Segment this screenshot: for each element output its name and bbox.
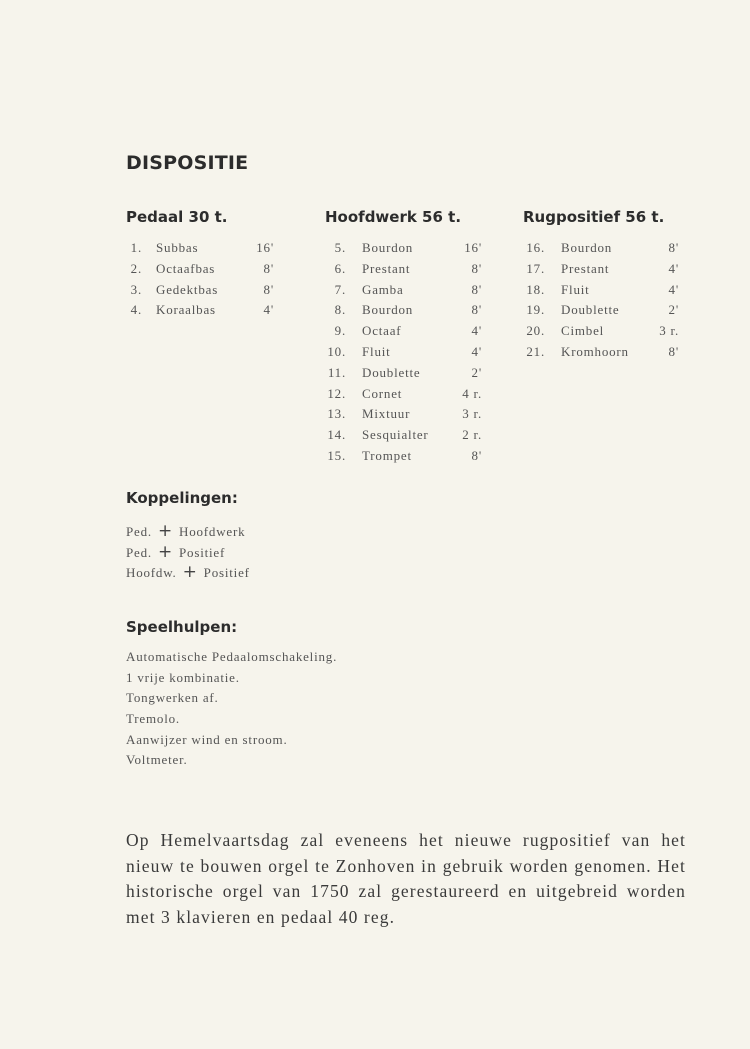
announcement-paragraph: Op Hemelvaartsdag zal eveneens het nieuwe rugpositief van het nieuw te bouwen orgel te Zonhoven in gebruik worden genomen. Het historische orgel van 1750 zal gerestaureerd en uitgebreid worden met 3 klavieren en pedaal 40 reg. — [126, 830, 686, 928]
stop-number: 20. — [526, 323, 545, 339]
stop-name: Bourdon — [561, 240, 613, 255]
koppeling-right: Positief — [179, 544, 226, 560]
stop-pitch: 8' — [263, 260, 274, 276]
stop-number: 17. — [526, 260, 545, 276]
column-heading-rugpositief: Rugpositief 56 t. — [523, 208, 665, 226]
page-title: DISPOSITIE — [126, 152, 249, 174]
plus-icon: + — [182, 562, 198, 583]
koppelingen-heading: Koppelingen: — [126, 489, 238, 507]
stop-row — [322, 259, 482, 280]
stop-row — [521, 259, 679, 280]
stop-name: Gamba — [362, 281, 404, 297]
column-heading-hoofdwerk: Hoofdwerk 56 t. — [325, 208, 462, 226]
stop-number: 3. — [130, 281, 142, 297]
stop-pitch: 8' — [471, 447, 482, 463]
koppeling-left: Ped. — [126, 544, 152, 560]
stop-name: Doublette — [561, 302, 620, 318]
stop-pitch: 2' — [668, 302, 679, 318]
stop-row — [322, 238, 482, 259]
stop-pitch: 4' — [668, 281, 679, 297]
stop-pitch: 16' — [464, 240, 482, 255]
stop-pitch: 3 r. — [462, 406, 482, 422]
stop-row — [322, 446, 482, 467]
stop-pitch: 4' — [668, 260, 679, 276]
stop-pitch: 16' — [256, 240, 274, 255]
stop-list-pedaal — [126, 238, 274, 321]
speelhulp-item: 1 vrije kombinatie. — [126, 669, 240, 685]
stop-number: 21. — [526, 343, 545, 359]
stop-name: Subbas — [156, 240, 199, 255]
koppeling-left: Ped. — [126, 524, 152, 539]
stop-number: 1. — [130, 240, 142, 255]
stop-name: Prestant — [561, 260, 610, 276]
stop-number: 2. — [130, 260, 142, 276]
stop-pitch: 8' — [668, 343, 679, 359]
stop-number: 16. — [526, 240, 545, 255]
stop-number: 7. — [334, 281, 346, 297]
stop-name: Octaaf — [362, 323, 402, 339]
stop-name: Gedektbas — [156, 281, 219, 297]
stop-row — [322, 404, 482, 425]
stop-name: Prestant — [362, 260, 411, 276]
stop-name: Cimbel — [561, 323, 605, 339]
koppeling-item — [126, 521, 250, 542]
stop-pitch: 8' — [263, 281, 274, 297]
speelhulp-item: Tongwerken af. — [126, 690, 219, 706]
speelhulpen-list — [126, 647, 337, 771]
stop-name: Sesquialter — [362, 427, 429, 443]
stop-row — [521, 321, 679, 342]
stop-number: 12. — [327, 385, 346, 401]
column-heading-pedaal: Pedaal 30 t. — [126, 208, 228, 226]
stop-row — [126, 238, 274, 259]
koppeling-left: Hoofdw. — [126, 565, 177, 581]
speelhulp-item: Voltmeter. — [126, 752, 188, 768]
koppeling-right: Hoofdwerk — [179, 524, 246, 539]
koppelingen-list — [126, 521, 250, 583]
stop-pitch: 3 r. — [659, 323, 679, 339]
speelhulp-item: Automatische Pedaalomschakeling. — [126, 649, 338, 664]
stop-row — [521, 280, 679, 301]
stop-row — [521, 342, 679, 363]
koppeling-right: Positief — [203, 565, 250, 581]
stop-name: Trompet — [362, 447, 412, 463]
stop-name: Doublette — [362, 364, 421, 380]
stop-number: 8. — [334, 302, 346, 318]
stop-number: 14. — [327, 427, 346, 443]
stop-row — [322, 363, 482, 384]
stop-name: Fluit — [362, 343, 391, 359]
stop-pitch: 8' — [471, 260, 482, 276]
stop-list-rugpositief — [521, 238, 679, 363]
speelhulpen-heading: Speelhulpen: — [126, 618, 238, 636]
koppeling-item — [126, 542, 250, 563]
stop-number: 11. — [327, 364, 346, 380]
koppeling-item — [126, 562, 250, 583]
speelhulp-item: Tremolo. — [126, 711, 180, 727]
stop-row — [126, 259, 274, 280]
stop-row — [521, 238, 679, 259]
stop-pitch: 8' — [471, 302, 482, 318]
stop-row — [521, 300, 679, 321]
stop-number: 10. — [327, 343, 346, 359]
stop-pitch: 4 r. — [462, 385, 482, 401]
stop-name: Bourdon — [362, 240, 414, 255]
stop-number: 9. — [334, 323, 346, 339]
stop-pitch: 4' — [471, 323, 482, 339]
stop-list-hoofdwerk — [322, 238, 482, 467]
stop-row — [322, 280, 482, 301]
stop-name: Bourdon — [362, 302, 414, 318]
stop-name: Cornet — [362, 385, 403, 401]
stop-pitch: 8' — [668, 240, 679, 255]
stop-name: Octaafbas — [156, 260, 216, 276]
stop-row — [126, 280, 274, 301]
stop-row — [322, 321, 482, 342]
stop-number: 6. — [334, 260, 346, 276]
stop-row — [322, 384, 482, 405]
stop-number: 18. — [526, 281, 545, 297]
stop-name: Koraalbas — [156, 302, 216, 318]
stop-pitch: 2 r. — [462, 427, 482, 443]
stop-pitch: 4' — [263, 302, 274, 318]
stop-number: 13. — [327, 406, 346, 422]
stop-name: Mixtuur — [362, 406, 411, 422]
stop-number: 4. — [130, 302, 142, 318]
stop-name: Kromhoorn — [561, 343, 629, 359]
stop-row — [322, 300, 482, 321]
stop-number: 15. — [327, 447, 346, 463]
stop-pitch: 4' — [471, 343, 482, 359]
stop-row — [126, 300, 274, 321]
stop-pitch: 8' — [471, 281, 482, 297]
speelhulp-item: Aanwijzer wind en stroom. — [126, 731, 288, 747]
plus-icon: + — [157, 541, 173, 562]
stop-name: Fluit — [561, 281, 590, 297]
plus-icon: + — [157, 521, 173, 541]
stop-number: 5. — [334, 240, 346, 255]
stop-number: 19. — [526, 302, 545, 318]
stop-pitch: 2' — [471, 364, 482, 380]
stop-row — [322, 425, 482, 446]
stop-row — [322, 342, 482, 363]
